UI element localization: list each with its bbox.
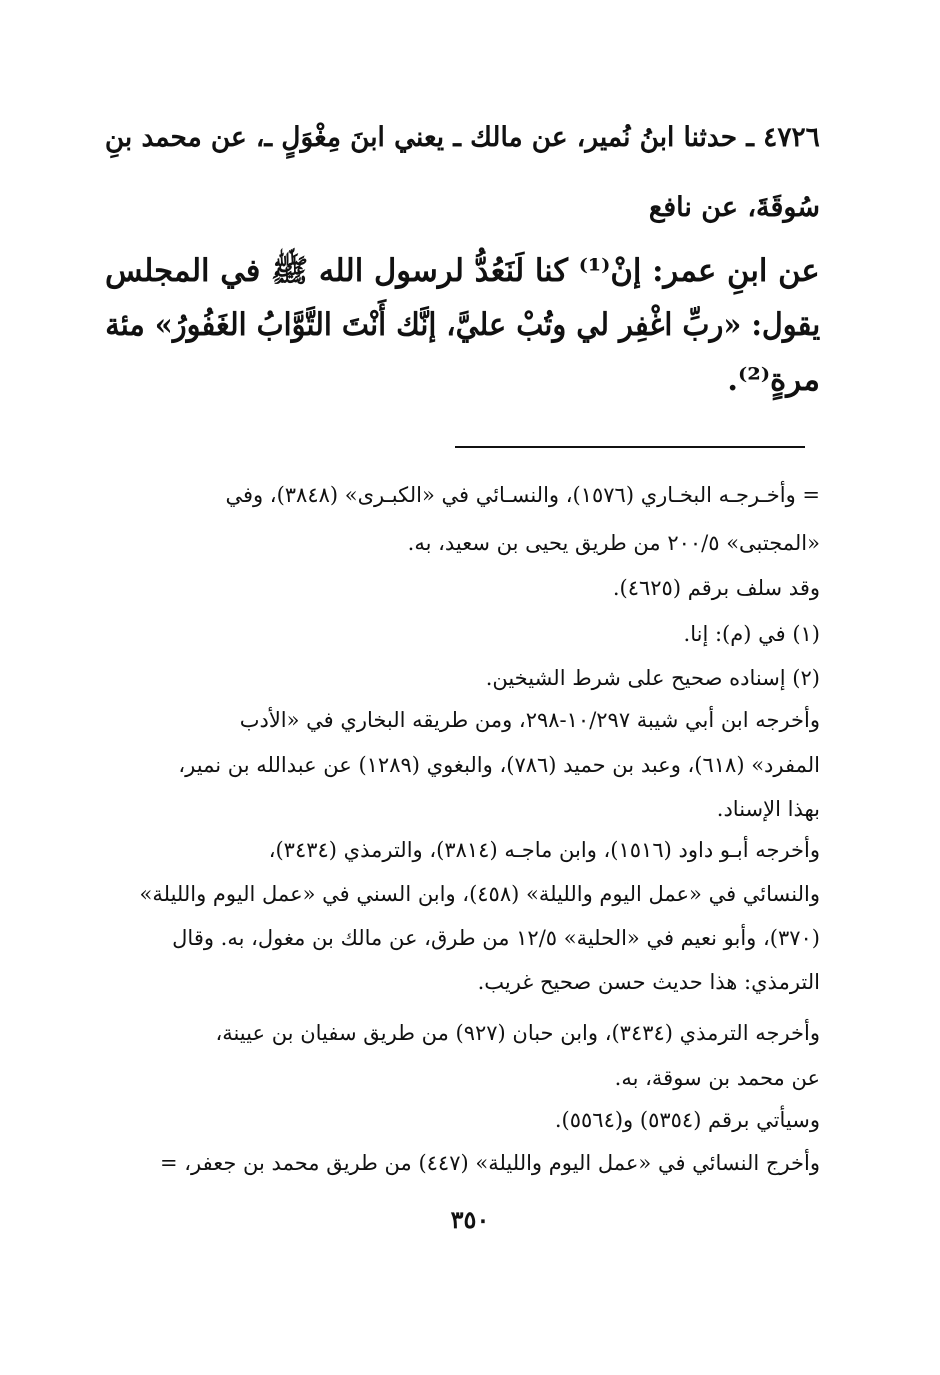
footnote-line: وأخرج النسائي في «عمل اليوم والليلة» (٤٤٧) من طريق محمد بن جعفر، = <box>160 1151 820 1175</box>
footnote-line: وسيأتي برقم (٥٣٥٤) و(٥٥٦٤). <box>554 1108 820 1132</box>
footnote-line: وأخرجه الترمذي (٣٤٣٤)، وابن حبان (٩٢٧) من طريق سفيان بن عيينة، <box>215 1021 820 1045</box>
hadith-line: ٤٧٢٦ ـ حدثنا ابنُ نُمير، عن مالك ـ يعني ابنَ مِغْوَلٍ ـ، عن محمد بنِ <box>105 122 820 153</box>
footnote-line: بهذا الإسناد. <box>716 797 820 821</box>
footnote-line: وأخرجه ابن أبي شيبة ١٠/٢٩٧-٢٩٨، ومن طريقه البخاري في «الأدب <box>239 708 820 732</box>
footnote-line: عن محمد بن سوقة، به. <box>614 1066 820 1090</box>
footnote-line: المفرد» (٦١٨)، وعبد بن حميد (٧٨٦)، والبغوي (١٢٨٩) عن عبدالله بن نمير، <box>178 753 820 777</box>
hadith-line: مرةٍ⁽²⁾. <box>727 362 820 398</box>
footnote-line: (١) في (م): إنا. <box>683 622 820 646</box>
footnote-line: (٢) إسناده صحيح على شرط الشيخين. <box>485 666 820 690</box>
footnote-line: = وأخـرجـه البخـاري (١٥٧٦)، والنسـائي في «الكبـرى» (٣٨٤٨)، وفي <box>225 483 820 507</box>
footnote-line: وقد سلف برقم (٤٦٢٥). <box>612 576 820 600</box>
hadith-line: سُوقَةَ، عن نافع <box>648 192 820 223</box>
footnote-line: «المجتبى» ٢٠٠/٥ من طريق يحيى بن سعيد، به. <box>407 531 820 555</box>
footnote-line: والنسائي في «عمل اليوم والليلة» (٤٥٨)، وابن السني في «عمل اليوم والليلة» <box>139 882 820 906</box>
footnote-line: الترمذي: هذا حديث حسن صحيح غريب. <box>477 970 820 994</box>
hadith-line: عن ابنِ عمر: إنْ⁽¹⁾ كنا لَنَعُدُّ لرسول الله ﷺ في المجلس <box>105 253 820 289</box>
footnote-line: وأخرجه أبـو داود (١٥١٦)، وابن ماجـه (٣٨١٤)، والترمذي (٣٤٣٤)، <box>268 838 820 862</box>
footnote-separator <box>455 446 805 448</box>
page-number: ٣٥٠ <box>450 1205 490 1234</box>
footnote-line: (٣٧٠)، وأبو نعيم في «الحلية» ١٢/٥ من طرق، عن مالك بن مغول، به. وقال <box>172 926 820 950</box>
hadith-line: يقول: «ربِّ اغْفِر لي وتُبْ عليَّ، إنَّك أَنْتَ التَّوَّابُ الغَفُورُ» مئة <box>105 307 820 343</box>
